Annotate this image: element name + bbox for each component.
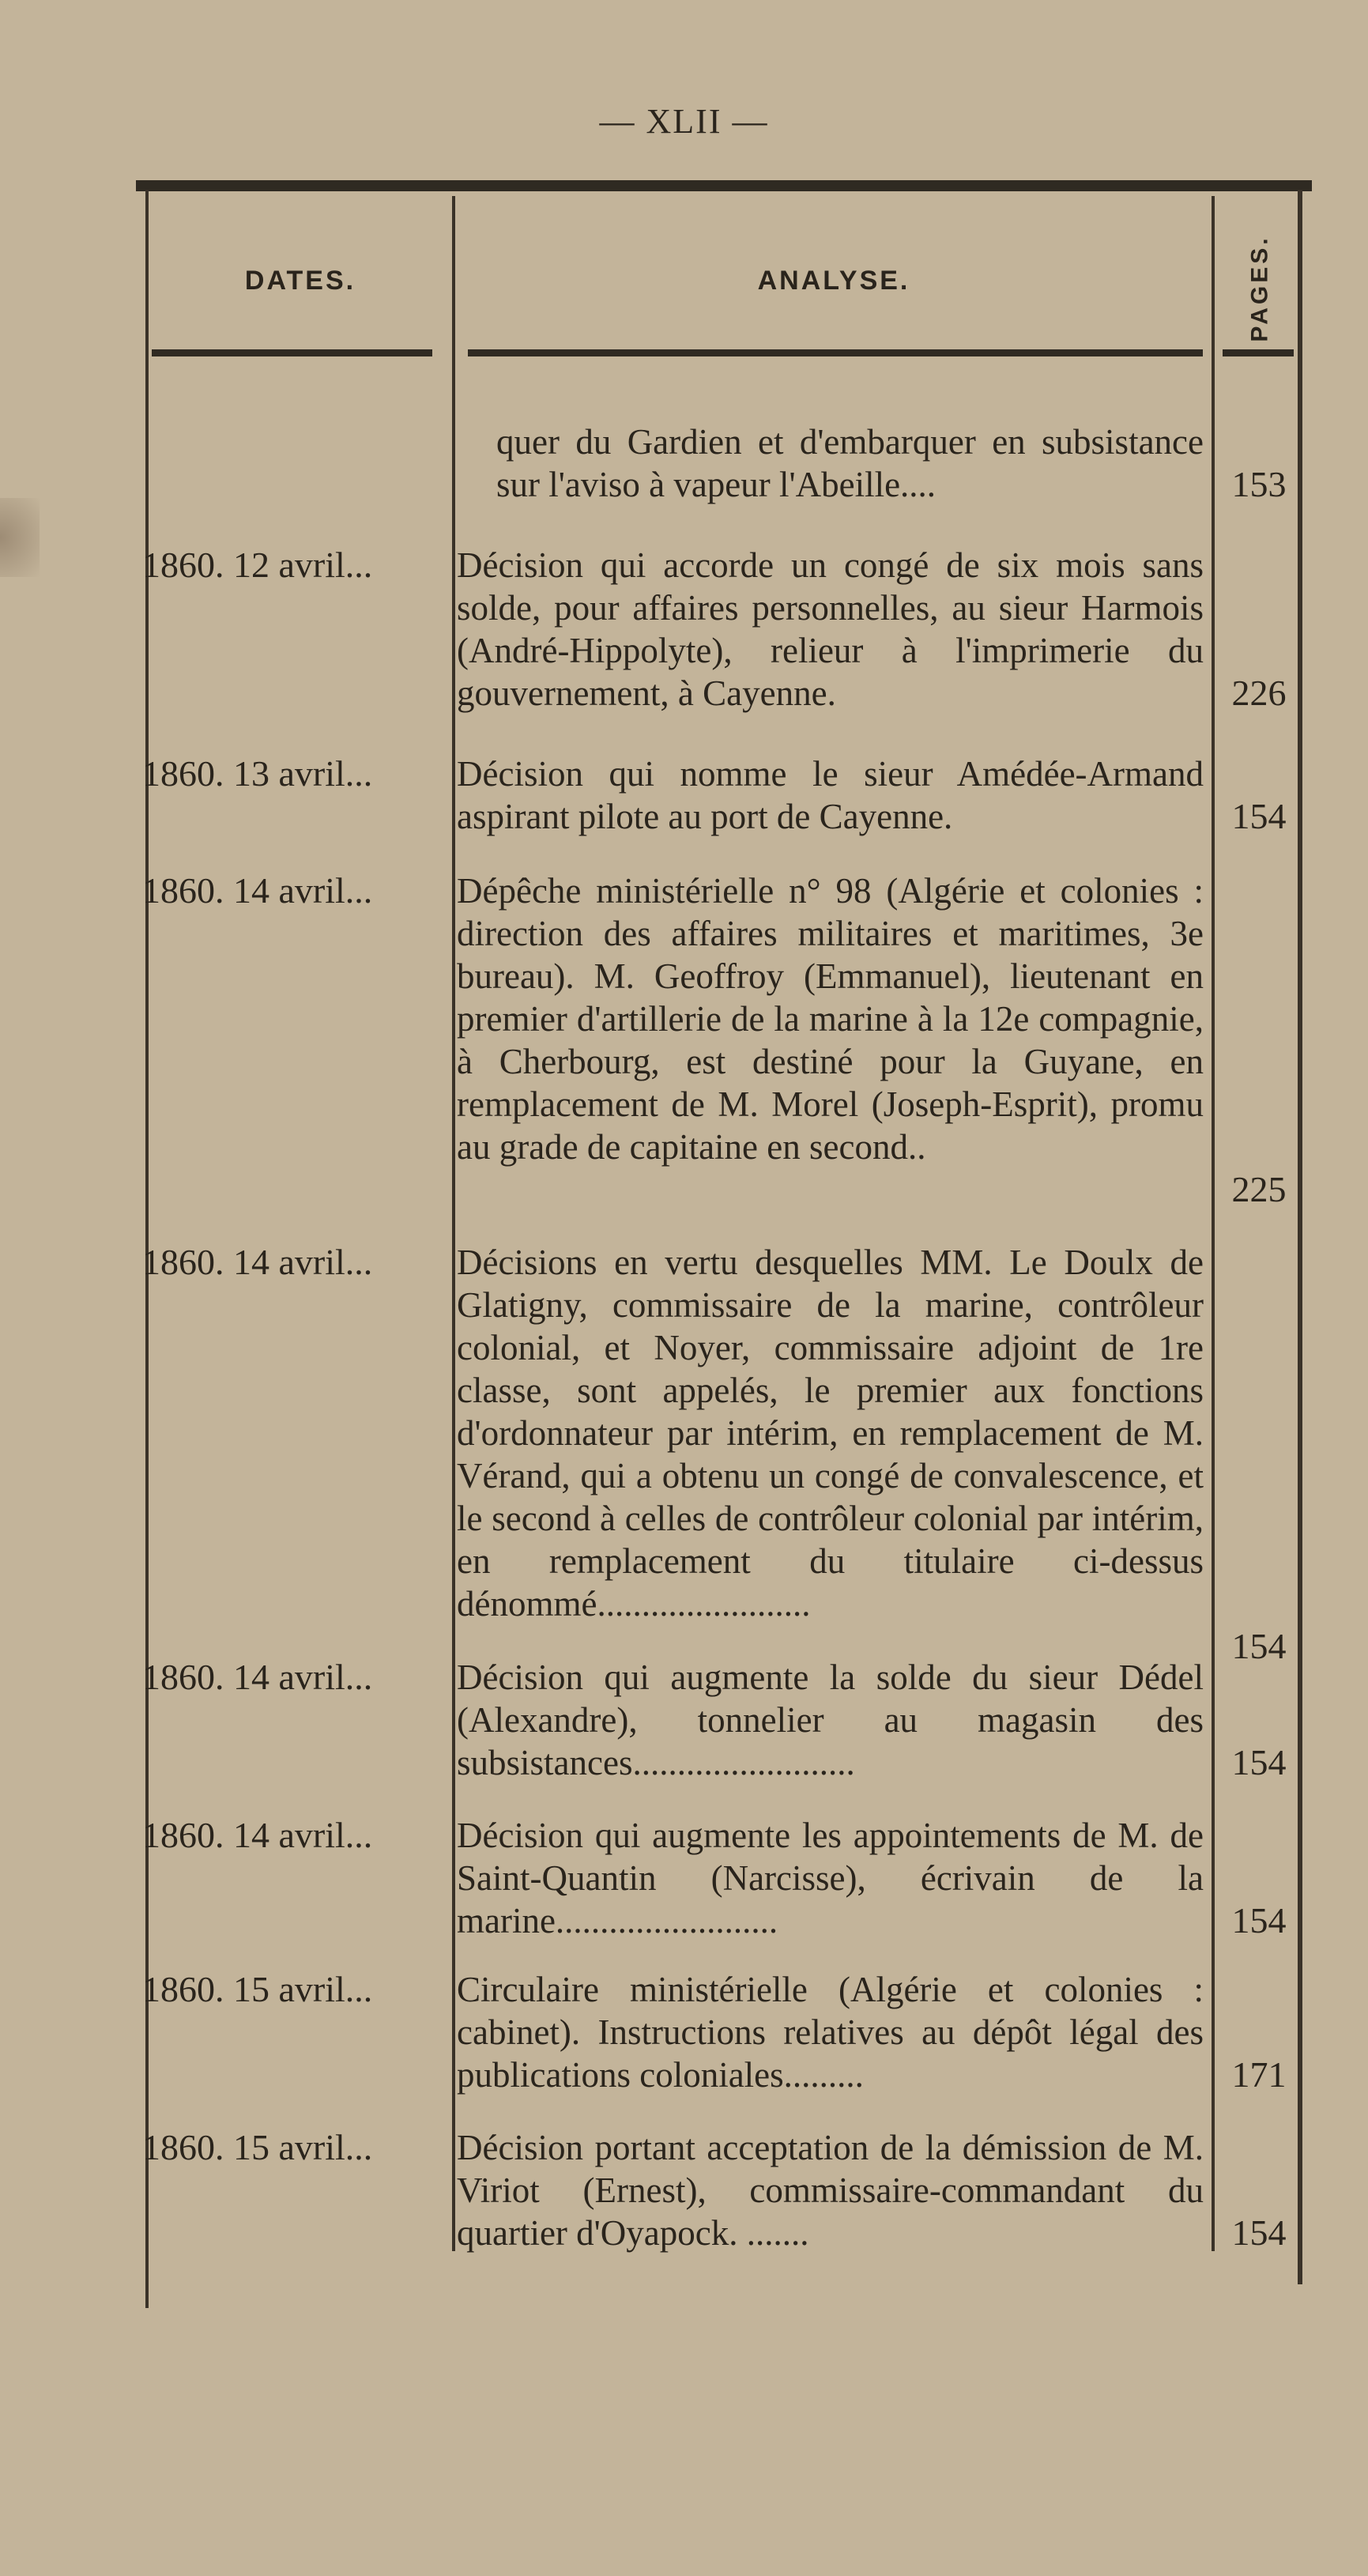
header-rule-analyse [468,349,1203,356]
entry-date: 1860. 14 avril... [142,870,373,911]
header-rule-pages [1223,349,1294,356]
entry-date: 1860. 12 avril... [142,545,373,585]
entry-page: 154 [1231,2212,1287,2253]
page-shadow [0,498,40,577]
entry-text: Décision qui accorde un congé de six mois sans solde, pour affaires personnelles, au sieur Harmois (André-Hippolyte), relieur à l'imprimerie du gouvernement, à Cayenne. [457,545,1204,713]
entry-text: Décision qui augmente la solde du sieur Dédel (Alexandre), tonnelier au magasin des subsistances......................... [457,1658,1204,1782]
entry-page: 154 [1231,796,1287,836]
entry-text: Dépêche ministérielle n° 98 (Algérie et colonies : direction des affaires militaires et maritimes, 3e bureau). M. Geoffroy (Emmanuel), lieutenant en premier d'artillerie de la marine à la 12e compagnie, à Cherbourg, est destiné pour la Guyane, en remplacement de M. Morel (Joseph-Esprit), promu au grade de capitaine en second.. [457,871,1204,1167]
entry-text: Décision qui nomme le sieur Amédée-Armand aspirant pilote au port de Cayenne. [457,754,1204,836]
entry-text: Décisions en vertu desquelles MM. Le Doulx de Glatigny, commissaire de la marine, contrôleur colonial, et Noyer, commissaire adjoint de 1re classe, sont appelés, le premier aux fonctions d'ordonnateur par intérim, en remplacement de M. Vérand, qui a obtenu un congé de convalescence, et le second à celles de contrôleur colonial par intérim, en remplacement du titulaire ci-dessus dénommé........................ [457,1243,1204,1624]
entry-date: 1860. 15 avril... [142,2127,373,2167]
entry-date: 1860. 14 avril... [142,1815,373,1855]
header-pages: PAGES. [1247,235,1274,342]
continuation-page: 153 [1231,464,1287,504]
entry-text: Décision qui augmente les appointements de M. de Saint-Quantin (Narcisse), écrivain de la marine......................... [457,1816,1204,1940]
entry-date: 1860. 15 avril... [142,1969,373,2009]
header-dates: DATES. [244,266,356,296]
entry-page: 225 [1231,1169,1287,1209]
header-rule-dates [152,349,432,356]
header-analyse: ANALYSE. [757,266,910,296]
entry-page: 154 [1231,1742,1287,1782]
entry-date: 1860. 14 avril... [142,1657,373,1697]
entry-text: Décision portant acceptation de la démission de M. Viriot (Ernest), commissaire-commandant du quartier d'Oyapock. ....... [457,2128,1204,2253]
entry-page: 226 [1231,673,1287,713]
page-number: — XLII — [599,102,769,141]
continuation-text: quer du Gardien et d'embarquer en subsistance sur l'aviso à vapeur l'Abeille.... [496,422,1204,504]
entry-page: 154 [1231,1900,1287,1940]
entry-date: 1860. 13 avril... [142,753,373,794]
entry-text: Circulaire ministérielle (Algérie et colonies : cabinet). Instructions relatives au dépôt légal des publications coloniales......... [457,1970,1204,2095]
entry-page: 154 [1231,1626,1287,1666]
column-divider-analyse [1212,196,1215,2251]
column-divider-dates [452,196,455,2251]
entry-page: 171 [1231,2054,1287,2095]
entry-date: 1860. 14 avril... [142,1242,373,1282]
